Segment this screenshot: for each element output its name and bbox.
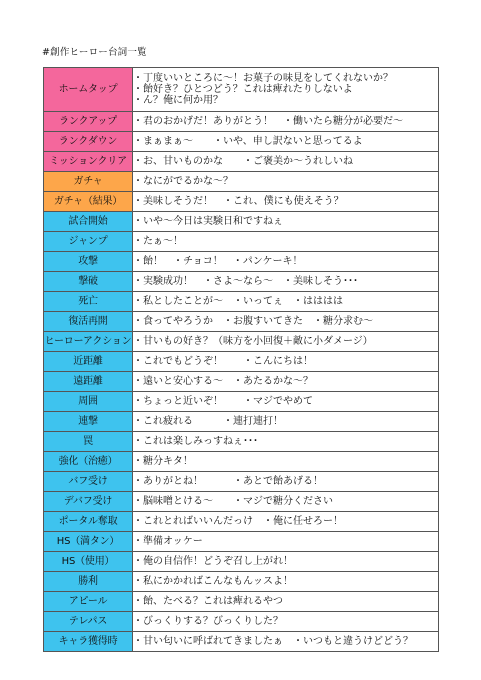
table-row <box>44 212 439 232</box>
dialogue-line: ・糖分キタ！ <box>133 455 193 467</box>
dialogue-cell <box>133 532 439 552</box>
dialogue-cell <box>133 312 439 332</box>
dialogue-cell <box>133 352 439 372</box>
situation-label: ガチャ <box>44 172 133 192</box>
table-row <box>44 252 439 272</box>
dialogue-cell <box>133 252 439 272</box>
dialogue-line: ・これは楽しみっすねぇ･･･ <box>133 435 258 447</box>
table-row <box>44 632 439 652</box>
dialogue-line: ・丁度いいところに〜！お菓子の味見をしてくれないか？ <box>133 72 393 84</box>
dialogue-line: ・なにがでるかな〜？ <box>133 175 233 187</box>
table-row <box>44 272 439 292</box>
situation-label: ミッションクリア <box>44 152 133 172</box>
dialogue-line: ・甘い匂いに呼ばれてきましたぁ ・いつもと違うけどどう？ <box>133 635 413 647</box>
dialogue-cell <box>133 612 439 632</box>
dialogue-line: ・いや〜今日は実験日和ですねぇ <box>133 215 283 227</box>
dialogue-cell <box>133 172 439 192</box>
situation-label: ジャンプ <box>44 232 133 252</box>
table-row <box>44 592 439 612</box>
situation-label: 近距離 <box>44 352 133 372</box>
dialogue-line: ・遠いと安心する〜 ・あたるかな〜？ <box>133 375 313 387</box>
dialogue-cell <box>133 232 439 252</box>
dialogue-line: ・まぁまぁ〜 ・いや、申し訳ないと思ってるよ <box>133 135 363 147</box>
dialogue-line: ・美味しそうだ！ ・これ、僕にも使えそう？ <box>133 195 344 207</box>
table-row <box>44 452 439 472</box>
dialogue-cell <box>133 152 439 172</box>
table-row <box>44 432 439 452</box>
table-row <box>44 152 439 172</box>
dialogue-line: ・食ってやろうか ・お腹すいてきた ・糖分求む〜 <box>133 315 373 327</box>
situation-label: 罠 <box>44 432 133 452</box>
dialogue-line: ・飴！ ・チョコ！ ・パンケーキ！ <box>133 255 303 267</box>
dialogue-line: ・私としたことが〜 ・いってぇ ・はははは <box>133 295 343 307</box>
situation-label: 試合開始 <box>44 212 133 232</box>
dialogue-line: ・お、甘いものかな ・ご褒美か〜うれしいね <box>133 155 353 167</box>
dialogue-line: ・ありがとね！ ・あとで飴あげる！ <box>133 475 323 487</box>
dialogue-line: ・君のおかげだ！ありがとう！ ・働いたら糖分が必要だ〜 <box>133 115 403 127</box>
table-row <box>44 552 439 572</box>
dialogue-line: ・これ疲れる ・連打連打！ <box>133 415 283 427</box>
dialogue-line: ・これとればいいんだっけ ・俺に任せろー！ <box>133 515 343 527</box>
situation-label: HS（満タン） <box>44 532 133 552</box>
table-row <box>44 292 439 312</box>
dialogue-cell <box>133 452 439 472</box>
table-row <box>44 492 439 512</box>
situation-label: 勝利 <box>44 572 133 592</box>
dialogue-line: ・俺の自信作！どうぞ召し上がれ！ <box>133 555 293 567</box>
dialogue-rows <box>44 68 439 652</box>
dialogue-cell <box>133 392 439 412</box>
situation-label: 攻撃 <box>44 252 133 272</box>
table-row <box>44 312 439 332</box>
table-row <box>44 512 439 532</box>
table-row <box>44 112 439 132</box>
situation-label: ガチャ（結果） <box>44 192 133 212</box>
dialogue-line: ・飴、たべる？これは痺れるやつ <box>133 595 283 607</box>
dialogue-line: ・飴好き？ひとつどう？これは痺れたりしないよ <box>133 83 353 95</box>
table-row <box>44 192 439 212</box>
dialogue-cell <box>133 512 439 532</box>
dialogue-cell <box>133 592 439 612</box>
situation-label: 撃破 <box>44 272 133 292</box>
dialogue-line: ・ん？俺に何か用？ <box>133 95 223 107</box>
table-row <box>44 172 439 192</box>
dialogue-line: ・びっくりする？びっくりした？ <box>133 615 283 627</box>
dialogue-cell <box>133 292 439 312</box>
dialogue-line: ・私にかかればこんなもんッスよ！ <box>133 575 293 587</box>
dialogue-line: ・甘いもの好き？（味方を小回復＋敵に小ダメージ） <box>133 335 373 347</box>
table-row <box>44 132 439 152</box>
dialogue-cell <box>133 112 439 132</box>
situation-label: ポータル奪取 <box>44 512 133 532</box>
dialogue-cell <box>133 132 439 152</box>
situation-label: 復活再開 <box>44 312 133 332</box>
dialogue-cell <box>133 68 439 112</box>
situation-label: ランクアップ <box>44 112 133 132</box>
dialogue-cell <box>133 192 439 212</box>
dialogue-line: ・たぁ〜！ <box>133 235 183 247</box>
dialogue-cell <box>133 412 439 432</box>
dialogue-cell <box>133 432 439 452</box>
table-row <box>44 612 439 632</box>
table-row <box>44 232 439 252</box>
dialogue-line: ・これでもどうぞ！ ・こんにちは！ <box>133 355 313 367</box>
situation-label: 周囲 <box>44 392 133 412</box>
table-row <box>44 472 439 492</box>
situation-label: ヒーローアクション <box>44 332 133 352</box>
dialogue-cell <box>133 572 439 592</box>
dialogue-cell <box>133 372 439 392</box>
dialogue-cell <box>133 332 439 352</box>
situation-label: 強化（治癒） <box>44 452 133 472</box>
table-row <box>44 352 439 372</box>
dialogue-line: ・脳味噌とける〜 ・マジで糖分ください <box>133 495 333 507</box>
table-row <box>44 572 439 592</box>
situation-label: 連撃 <box>44 412 133 432</box>
dialogue-cell <box>133 632 439 652</box>
dialogue-cell <box>133 272 439 292</box>
dialogue-line: ・ちょっと近いぞ！ ・マジでやめて <box>133 395 313 407</box>
table-row <box>44 532 439 552</box>
situation-label: ランクダウン <box>44 132 133 152</box>
page-title: #創作ヒーロー台詞一覧 <box>42 47 147 58</box>
dialogue-line: ・準備オッケー <box>133 535 203 547</box>
dialogue-line: ・実験成功！ ・さよ〜なら〜 ・美味しそう･･･ <box>133 275 358 287</box>
dialogue-cell <box>133 492 439 512</box>
situation-label: バフ受け <box>44 472 133 492</box>
dialogue-cell <box>133 552 439 572</box>
situation-label: テレパス <box>44 612 133 632</box>
table-row <box>44 372 439 392</box>
table-row <box>44 392 439 412</box>
table-row <box>44 412 439 432</box>
situation-label: HS（使用） <box>44 552 133 572</box>
table-row <box>44 68 439 112</box>
situation-label: ホームタップ <box>44 68 133 112</box>
situation-label: 遠距離 <box>44 372 133 392</box>
situation-label: キャラ獲得時 <box>44 632 133 652</box>
table-row <box>44 332 439 352</box>
dialogue-table <box>43 67 439 652</box>
dialogue-cell <box>133 472 439 492</box>
situation-label: デバフ受け <box>44 492 133 512</box>
situation-label: アピール <box>44 592 133 612</box>
dialogue-cell <box>133 212 439 232</box>
situation-label: 死亡 <box>44 292 133 312</box>
